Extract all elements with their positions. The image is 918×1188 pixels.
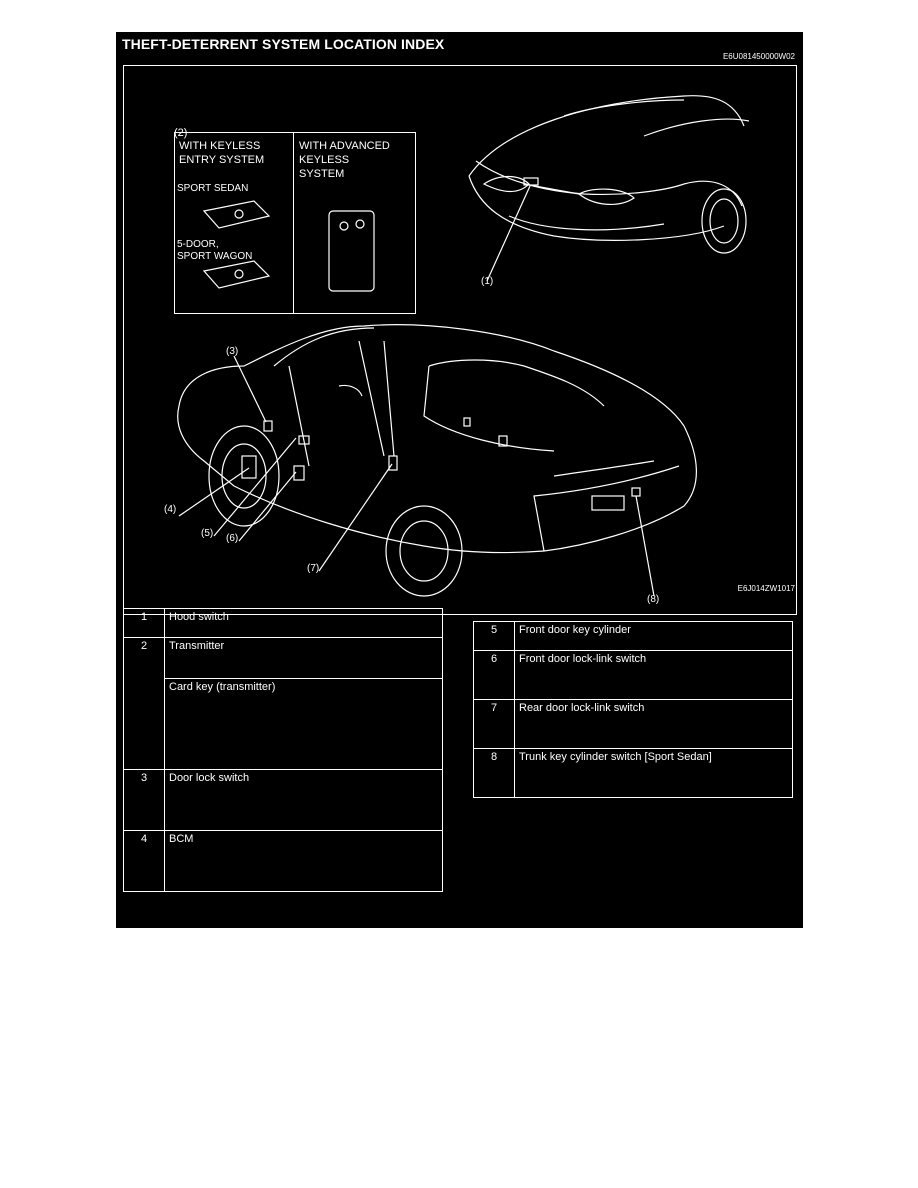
callout-4: (4)	[164, 504, 177, 515]
item-number: 1	[124, 609, 165, 638]
keyless-entry-header: WITH KEYLESS ENTRY SYSTEM	[179, 140, 265, 166]
item-number: 2	[124, 638, 165, 770]
wagon-label: 5-DOOR, SPORT WAGON	[177, 239, 253, 262]
item-number: 5	[474, 622, 515, 651]
item-number: 3	[124, 770, 165, 831]
legend-table-left	[123, 608, 443, 892]
legend-table-right	[473, 621, 793, 798]
table-row	[124, 679, 443, 770]
callout-6-number: 6	[229, 533, 235, 544]
table-row	[474, 749, 793, 798]
table-row	[124, 770, 443, 831]
transmitter-panel	[174, 132, 416, 314]
callout-6: (6)	[226, 533, 239, 544]
table-row	[474, 622, 793, 651]
manual-page	[116, 32, 803, 928]
panel-divider	[293, 133, 294, 313]
callout-8: (8)	[647, 594, 660, 605]
item-description: Transmitter	[165, 638, 443, 679]
location-figure	[123, 65, 797, 615]
callout-3-number: 3	[229, 346, 235, 357]
callout-1: (1)	[481, 276, 494, 287]
sport-sedan-label: SPORT SEDAN	[177, 183, 249, 194]
callout-2-number: 2	[177, 127, 184, 139]
advanced-keyless-header: WITH ADVANCED KEYLESS SYSTEM	[299, 140, 390, 180]
callout-5: (5)	[201, 528, 214, 539]
callout-3: (3)	[226, 346, 239, 357]
rear-car-drawing	[178, 325, 697, 596]
item-number: 7	[474, 700, 515, 749]
item-number: 4	[124, 831, 165, 892]
callout-7-number: 7	[310, 563, 316, 574]
table-row	[124, 609, 443, 638]
item-description: Hood switch	[165, 609, 443, 638]
item-description: Rear door lock-link switch	[515, 700, 793, 749]
item-description: Front door key cylinder	[515, 622, 793, 651]
callout-2: (2)	[174, 127, 188, 139]
document-code: E6U081450000W02	[722, 52, 795, 61]
front-car-drawing	[469, 96, 749, 281]
callout-1-number: 1	[484, 276, 490, 287]
callout-8-number: 8	[650, 594, 656, 605]
table-row	[474, 651, 793, 700]
callout-4-number: 4	[167, 504, 173, 515]
table-row	[124, 831, 443, 892]
item-description: Front door lock-link switch	[515, 651, 793, 700]
callout-7: (7)	[307, 563, 320, 574]
item-description: Trunk key cylinder switch [Sport Sedan]	[515, 749, 793, 798]
table-row	[474, 700, 793, 749]
figure-code: E6J014ZW1017	[737, 584, 795, 593]
item-number: 8	[474, 749, 515, 798]
item-description: BCM	[165, 831, 443, 892]
item-description: Card key (transmitter)	[165, 679, 443, 770]
page-title: THEFT-DETERRENT SYSTEM LOCATION INDEX	[122, 36, 445, 52]
item-number: 6	[474, 651, 515, 700]
table-row	[124, 638, 443, 679]
item-description: Door lock switch	[165, 770, 443, 831]
callout-5-number: 5	[204, 528, 210, 539]
